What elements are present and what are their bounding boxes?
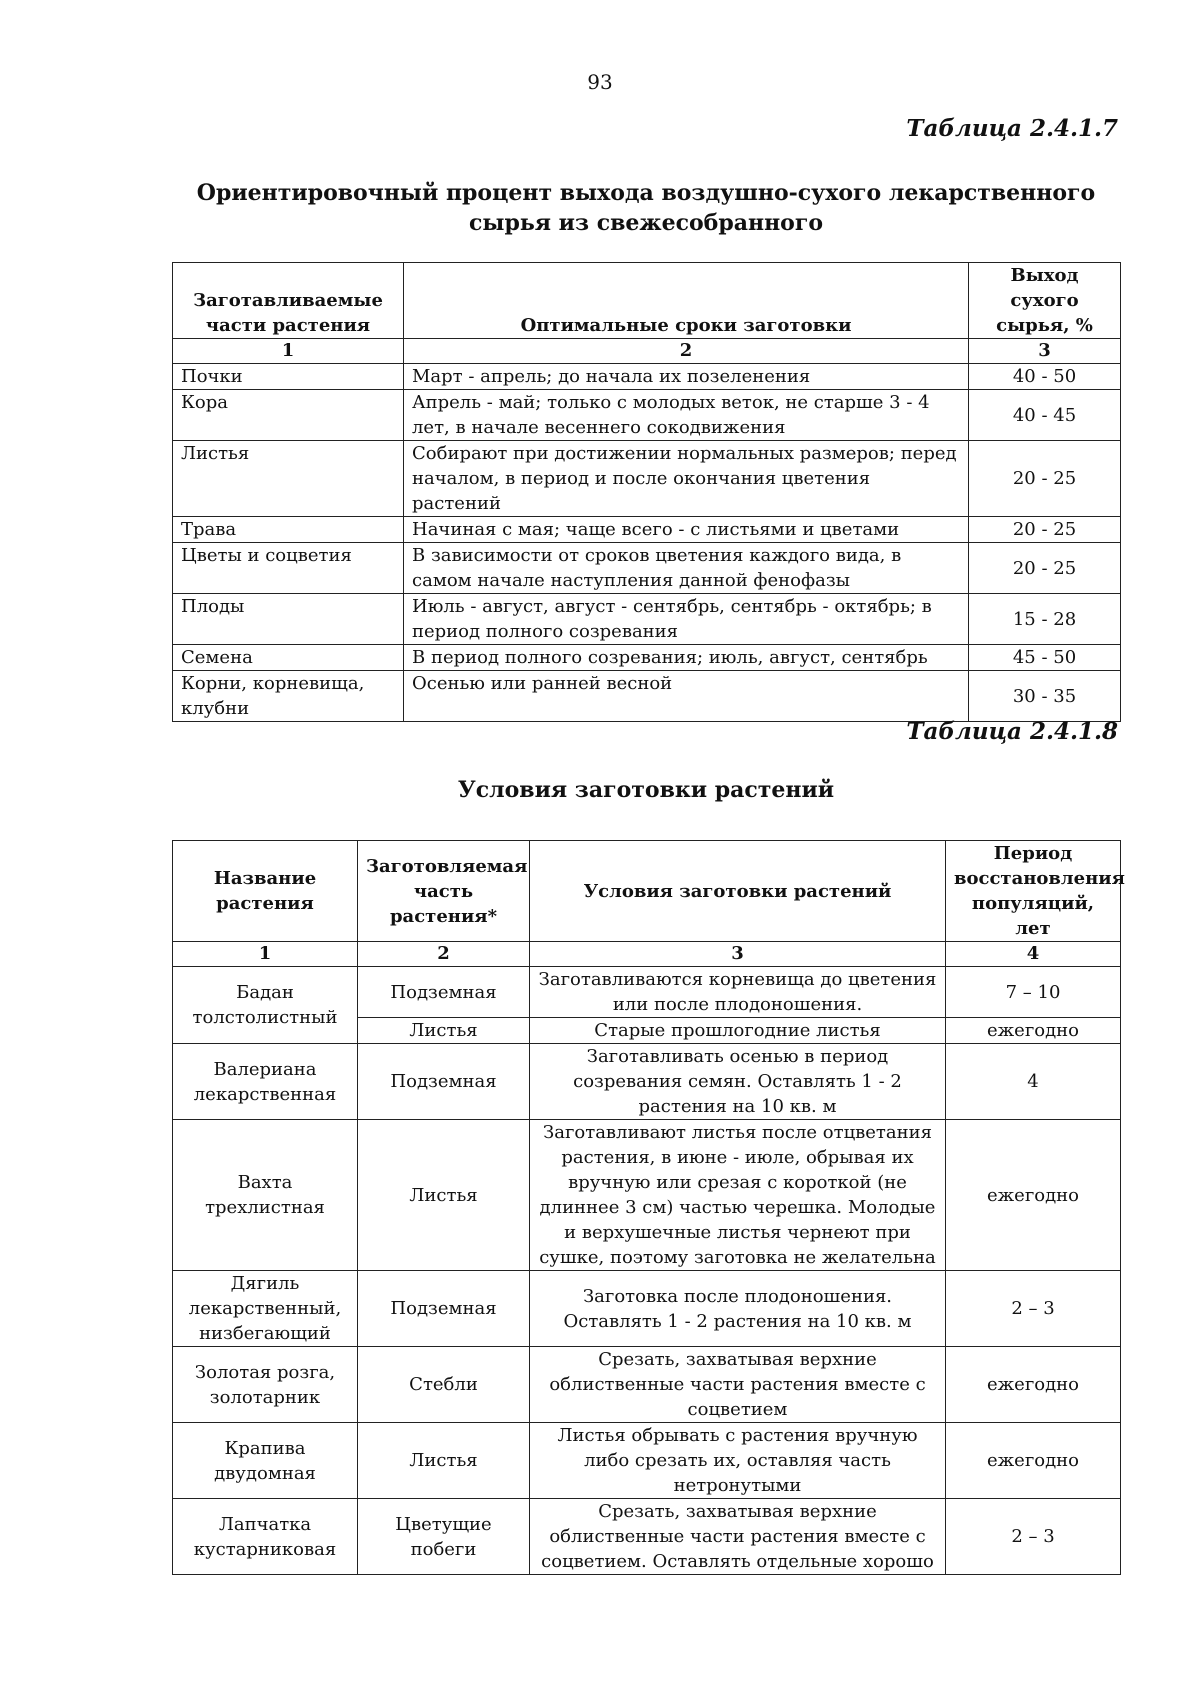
table2-period-cell: ежегодно: [946, 1018, 1121, 1044]
table2-col-number: 1: [173, 942, 358, 967]
table1-header-part-line1: Заготавливаемые: [193, 290, 383, 311]
table2-part-cell: Подземная: [358, 967, 530, 1018]
table1-terms-cell: Июль - август, август - сентябрь, сентябрь - октябрь; в период полного созревания: [404, 594, 969, 645]
table1-col-number: 2: [404, 339, 969, 364]
table1-part-cell: Листья: [173, 441, 404, 517]
table2-header-conditions: Условия заготовки растений: [530, 841, 946, 942]
table1-terms-cell: Март - апрель; до начала их позеленения: [404, 364, 969, 390]
table2-conditions-cell: Заготавливаются корневища до цветения или после плодоношения.: [530, 967, 946, 1018]
table1-header-yield-line1: Выход сухого: [1010, 265, 1079, 311]
table2-part-cell: Цветущие побеги: [358, 1499, 530, 1575]
table2-part-cell: Листья: [358, 1120, 530, 1271]
table-row: [173, 645, 1121, 671]
table2: [172, 840, 1125, 1575]
table1-yield-cell: 40 - 45: [969, 390, 1121, 441]
table1-yield-cell: 15 - 28: [969, 594, 1121, 645]
table1-yield-cell: 40 - 50: [969, 364, 1121, 390]
table1-terms-cell: В период полного созревания; июль, август, сентябрь: [404, 645, 969, 671]
table2-name-cell: Лапчатка кустарниковая: [173, 1499, 358, 1575]
table1-header-terms: Оптимальные сроки заготовки: [404, 263, 969, 339]
table2-name-cell: Дягиль лекарственный, низбегающий: [173, 1271, 358, 1347]
table2-part-cell: Подземная: [358, 1044, 530, 1120]
table2-col-number: 2: [358, 942, 530, 967]
table1-header-part-line2: части растения: [205, 315, 371, 336]
table1-yield-cell: 45 - 50: [969, 645, 1121, 671]
table2-col-number: 3: [530, 942, 946, 967]
table2-conditions-cell: Листья обрывать с растения вручную либо срезать их, оставляя часть нетронутыми: [530, 1423, 946, 1499]
table2-header-row: [173, 841, 1121, 942]
table1-terms-cell: В зависимости от сроков цветения каждого вида, в самом начале наступления данной фенофазы: [404, 543, 969, 594]
table-row: [173, 594, 1121, 645]
table1-part-cell: Кора: [173, 390, 404, 441]
table2-part-cell: Стебли: [358, 1347, 530, 1423]
table2-name-cell: Валериана лекарственная: [173, 1044, 358, 1120]
table2-number-row: [173, 942, 1121, 967]
table-row: [173, 1347, 1121, 1423]
table-row: [173, 517, 1121, 543]
table-row: [173, 441, 1121, 517]
table-row: [173, 1044, 1121, 1120]
table2-title: Условия заготовки растений: [457, 777, 835, 803]
table1-part-cell: Цветы и соцветия: [173, 543, 404, 594]
table-row: [173, 1271, 1121, 1347]
table2-period-cell: 2 – 3: [946, 1499, 1121, 1575]
table1-title: [172, 178, 1120, 238]
table1: [172, 262, 1121, 722]
table2-header-part: Заготовляемая часть растения*: [358, 841, 530, 942]
table1-label: Таблица 2.4.1.7: [906, 115, 1118, 142]
table1-header-yield: [969, 263, 1121, 339]
table1-header-row: [173, 263, 1121, 339]
table2-part-cell: Листья: [358, 1423, 530, 1499]
table1-part-cell: Корни, корневища, клубни: [173, 671, 404, 722]
table2-conditions-cell: Заготавливать осенью в период созревания семян. Оставлять 1 - 2 растения на 10 кв. м: [530, 1044, 946, 1120]
table-row: [173, 1423, 1121, 1499]
table1-header-yield-line2: сырья, %: [996, 315, 1093, 336]
table2-period-cell: ежегодно: [946, 1347, 1121, 1423]
table2-period-cell: ежегодно: [946, 1423, 1121, 1499]
table-row: [173, 364, 1121, 390]
table1-terms-cell: Начиная с мая; чаще всего - с листьями и цветами: [404, 517, 969, 543]
table2-period-cell: 4: [946, 1044, 1121, 1120]
table1-title-line1: Ориентировочный процент выхода воздушно-сухого лекарственного: [196, 180, 1096, 206]
table2-name-cell: Бадан толстолистный: [173, 967, 358, 1044]
table1-header-part: [173, 263, 404, 339]
table2-period-cell: 2 – 3: [946, 1271, 1121, 1347]
page-number: 93: [587, 70, 613, 94]
table2-name-cell: Крапива двудомная: [173, 1423, 358, 1499]
table1-yield-cell: 20 - 25: [969, 441, 1121, 517]
table2-period-cell: 7 – 10: [946, 967, 1121, 1018]
table2-name-cell: Золотая розга, золотарник: [173, 1347, 358, 1423]
table1-yield-cell: 20 - 25: [969, 517, 1121, 543]
table2-conditions-cell: Заготовка после плодоношения. Оставлять 1 - 2 растения на 10 кв. м: [530, 1271, 946, 1347]
table2-conditions-cell: Старые прошлогодние листья: [530, 1018, 946, 1044]
table2-conditions-cell: Срезать, захватывая верхние облиственные части растения вместе с соцветием. Оставлять отдельные хорошо: [530, 1499, 946, 1575]
table-row: [173, 967, 1121, 1018]
table1-part-cell: Плоды: [173, 594, 404, 645]
table1-part-cell: Семена: [173, 645, 404, 671]
table1-terms-cell: Осенью или ранней весной: [404, 671, 969, 722]
table1-part-cell: Трава: [173, 517, 404, 543]
table2-part-cell: Подземная: [358, 1271, 530, 1347]
table2-col-number: 4: [946, 942, 1121, 967]
table1-part-cell: Почки: [173, 364, 404, 390]
table2-part-cell: Листья: [358, 1018, 530, 1044]
table1-col-number: 3: [969, 339, 1121, 364]
table1-terms-cell: Собирают при достижении нормальных размеров; перед началом, в период и после окончания цветения растений: [404, 441, 969, 517]
table1-title-line2: сырья из свежесобранного: [469, 210, 823, 236]
table1-col-number: 1: [173, 339, 404, 364]
table-row: [173, 543, 1121, 594]
table-row: [173, 1499, 1121, 1575]
table1-number-row: [173, 339, 1121, 364]
table2-period-cell: ежегодно: [946, 1120, 1121, 1271]
table1-yield-cell: 30 - 35: [969, 671, 1121, 722]
table2-conditions-cell: Срезать, захватывая верхние облиственные части растения вместе с соцветием: [530, 1347, 946, 1423]
table2-name-cell: Вахта трехлистная: [173, 1120, 358, 1271]
table-row: [173, 1120, 1121, 1271]
table2-conditions-cell: Заготавливают листья после отцветания растения, в июне - июле, обрывая их вручную или срезая с короткой (не длиннее 3 см) частью черешка. Молодые и верхушечные листья чернеют при сушке, поэтому заготовка не желательна: [530, 1120, 946, 1271]
table2-header-name: Название растения: [173, 841, 358, 942]
table1-yield-cell: 20 - 25: [969, 543, 1121, 594]
table2-label: Таблица 2.4.1.8: [906, 718, 1118, 745]
table2-header-period: Период восстановления популяций, лет: [946, 841, 1121, 942]
table-row: [173, 390, 1121, 441]
table-row: [173, 671, 1121, 722]
table1-terms-cell: Апрель - май; только с молодых веток, не старше 3 - 4 лет, в начале весеннего сокодвижения: [404, 390, 969, 441]
